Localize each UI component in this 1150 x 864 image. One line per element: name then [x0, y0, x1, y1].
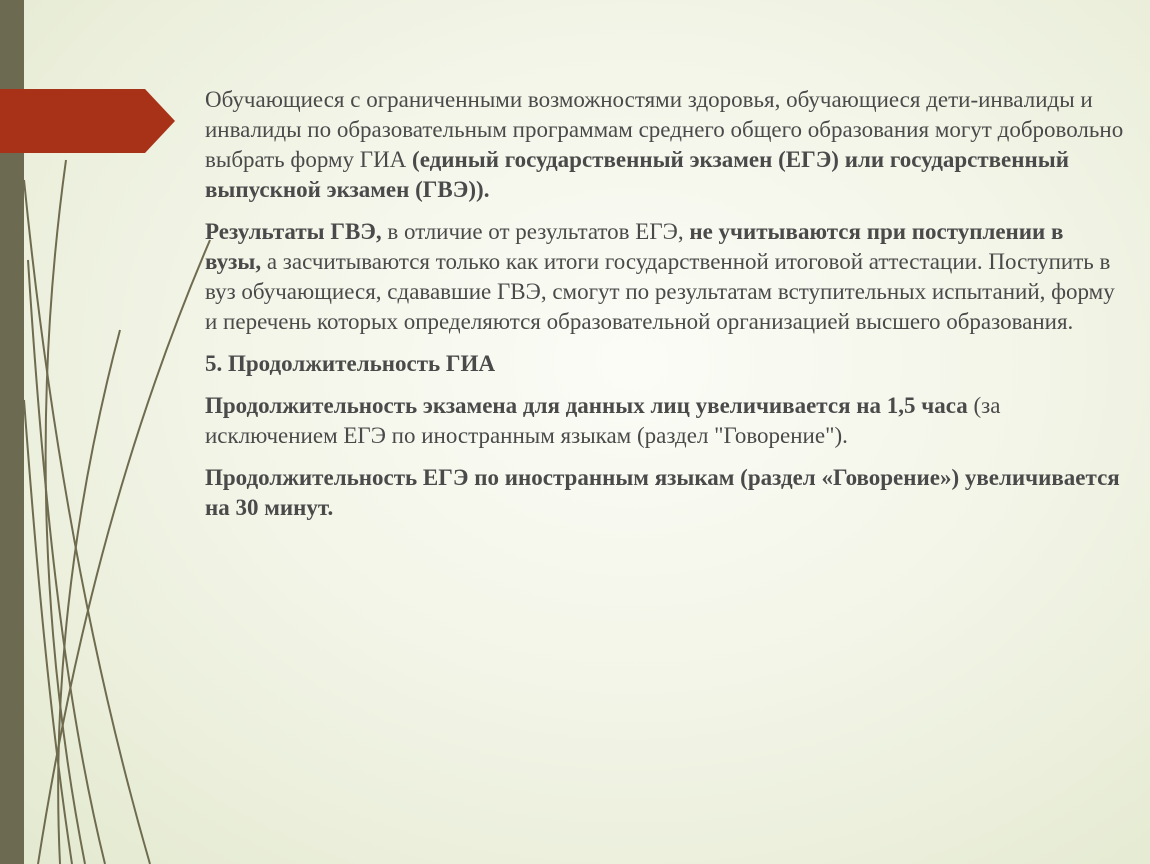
paragraph-exam-duration-text: (за исключением ЕГЭ по иностранным языкам (раздел "Говорение").	[205, 393, 1001, 448]
deco-line-1	[24, 180, 150, 864]
paragraph-gve-results-text-2: а засчитываются только как итоги государственной итоговой аттестации. Поступить в вуз обучающиеся, сдававшие ГВЭ, смогут по результатам вступительных испытаний, форму и перечень которых определяются образовательной организацией высшего образования.	[205, 249, 1115, 334]
paragraph-foreign-language-duration	[205, 463, 1125, 523]
deco-line-3	[46, 160, 85, 864]
paragraph-gve-results-text-1: в отличие от результатов ЕГЭ,	[381, 219, 690, 244]
slide-text-body	[205, 85, 1125, 535]
section-heading-duration-text: 5. Продолжительность ГИА	[205, 351, 496, 376]
arrow-bullet-icon	[0, 89, 175, 153]
paragraph-gve-results-bold-1: Результаты ГВЭ,	[205, 219, 382, 244]
deco-line-2	[28, 260, 105, 864]
paragraph-exam-duration	[205, 391, 1125, 451]
paragraph-gve-results-bold-2: не учитываются при поступлении в вузы,	[205, 219, 1064, 274]
deco-line-4	[58, 330, 120, 864]
paragraph-exam-duration-bold: Продолжительность экзамена для данных лиц увеличивается на 1,5 часа	[205, 393, 968, 418]
paragraph-gve-results	[205, 217, 1125, 337]
paragraph-forms-gia-bold: (единый государственный экзамен (ЕГЭ) или государственный выпускной экзамен (ГВЭ)).	[205, 147, 1069, 202]
section-heading-duration	[205, 349, 1125, 379]
paragraph-forms-gia	[205, 85, 1125, 205]
paragraph-forms-gia-text: Обучающиеся с ограниченными возможностями здоровья, обучающиеся дети-инвалиды и инвалиды по образовательным программам среднего общего образования могут добровольно выбрать форму ГИА	[205, 87, 1124, 172]
paragraph-foreign-language-duration-bold: Продолжительность ЕГЭ по иностранным языкам (раздел «Говорение») увеличивается на 30 минут.	[205, 465, 1120, 520]
